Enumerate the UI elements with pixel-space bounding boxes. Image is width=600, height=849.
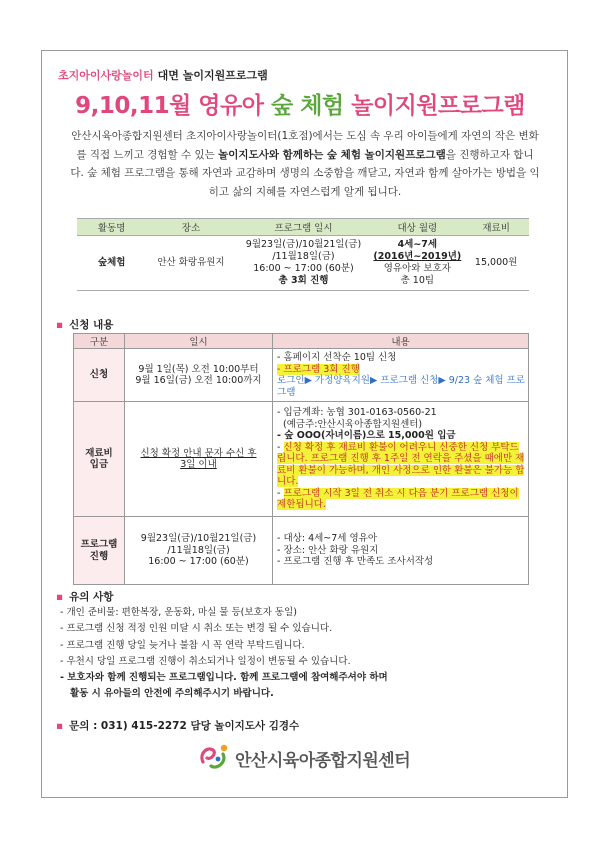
content-line: - 프로그램 진행 후 만족도 조사서작성 <box>277 556 434 568</box>
summary-header-cell: 대상 월령 <box>371 219 463 236</box>
brand-name: 초지아이사랑놀이터 <box>58 69 154 82</box>
schedule-line: /11월18일(금) <box>272 251 335 262</box>
cancel-warning: 프로그램 시작 3일 전 취소 시 다음 분기 프로그램 신청이 제한됩니다. <box>277 487 519 511</box>
date-line: /11월18일(금) <box>167 544 230 556</box>
apply-header-cell: 일시 <box>124 334 272 349</box>
content-highlight: - 프로그램 3회 진행 <box>277 363 360 375</box>
date-line: 16:00 ~ 17:00 (60분) <box>148 556 249 568</box>
target-years: (2016년~2019년) <box>373 251 462 262</box>
note-item: - 우천시 당일 프로그램 진행이 취소되거나 일정이 변동될 수 있습니다. <box>60 655 351 667</box>
intro-text-bold: 놀이지도사와 함께하는 숲 체험 놀이지원프로그램 <box>218 148 446 161</box>
signup-path-link-cont[interactable]: 그램 <box>277 386 296 398</box>
target-age: 4세~7세 <box>397 239 438 250</box>
date-line: 신청 확정 안내 문자 수신 후 <box>140 447 257 459</box>
category-line: 프로그램 <box>80 539 118 550</box>
apply-section-title <box>56 317 113 332</box>
org-logo-icon <box>197 740 231 772</box>
title-highlight: 숲 체험 <box>270 93 344 119</box>
activity-place: 안산 화랑유원지 <box>146 236 235 291</box>
program-kicker <box>58 67 268 83</box>
summary-header-cell: 프로그램 일시 <box>236 219 372 236</box>
summary-row <box>77 236 529 291</box>
section-title-text: 신청 내용 <box>69 319 114 331</box>
content-line: - 홈페이지 선착순 10팀 신청 <box>277 352 397 363</box>
row-category: 신청 <box>74 349 125 402</box>
square-bullet-icon: ▪ <box>56 591 64 603</box>
contact-info <box>56 718 299 733</box>
note-item: - 프로그램 진행 당일 늦거나 불참 시 꼭 연락 부탁드립니다. <box>60 639 305 651</box>
activity-fee: 15,000원 <box>463 236 529 291</box>
category-line: 입금 <box>89 459 109 470</box>
row-category <box>74 517 125 585</box>
category-line: 진행 <box>89 550 109 562</box>
refund-warning: 신청 확정 후 재료비 환불이 어려우니 신중한 신청 부탁드립니다. 프로그램 진행 후 1주일 전 연락을 주셨을 때에만 재료비 환불이 가능하며, 개인 사정으로 인한 환불은 불가능 합니다. <box>277 441 525 488</box>
program-type: 대면 놀이지원프로그램 <box>157 69 268 82</box>
signup-path-link[interactable]: 로그인▶ 가정양육지원▶ 프로그램 신청▶ 9/23 숲 체험 프로 <box>277 375 525 386</box>
apply-row-signup <box>74 349 529 402</box>
summary-header-cell: 활동명 <box>77 219 146 236</box>
summary-table <box>77 218 529 291</box>
note-item: - 보호자와 함께 진행되는 프로그램입니다. 함께 프로그램에 참여해주셔야 하며 <box>60 672 388 684</box>
title-pre: 9,10,11월 영유아 <box>75 93 271 119</box>
row-date <box>124 402 272 517</box>
date-line: 9월 1일(목) 오전 10:00부터 <box>138 363 259 375</box>
apply-table <box>73 333 529 585</box>
notes-list <box>60 605 388 703</box>
content-line: - 입금계좌: 농협 301-0163-0560-21 <box>277 407 437 419</box>
section-title-text: 유의 사항 <box>69 591 114 603</box>
activity-target <box>371 236 463 291</box>
note-item: 활동 시 유아들의 안전에 주의해주시기 바랍니다. <box>70 688 274 700</box>
title-post: 놀이지원프로그램 <box>343 93 525 119</box>
apply-header-cell: 내용 <box>273 334 529 349</box>
page-title <box>0 87 600 120</box>
note-item: - 개인 준비물: 편한복장, 운동화, 마실 물 등(보호자 동일) <box>60 607 297 618</box>
summary-header-row <box>77 219 529 236</box>
apply-header-row <box>74 334 529 349</box>
summary-header-cell: 장소 <box>146 219 235 236</box>
target-who: 영유아와 보호자 <box>383 263 451 274</box>
summary-header-cell: 재료비 <box>463 219 529 236</box>
schedule-line: 16:00 ~ 17:00 (60분) <box>253 263 354 274</box>
row-content: - 입금계좌: 농협 301-0163-0560-21 (예금주:안산시육아종합지원센터) - 숲 OOO(자녀이름)으로 15,000원 입금 - 신청 확정 후 재료비 환불이 어려우니 신중한 신청 부탁드립니다. 프로그램 진행 후 1주일 전 연락을 주셨을 때에만 재료비 환불이 가능하며, 개인 사정으로 인한 환불은 불가능 합니다. - 프로그램 시작 3일 전 취소 시 다음 분기 프로그램 신청이 제한됩니다. <box>273 402 529 517</box>
target-count: 총 10팀 <box>400 275 435 286</box>
contact-text: 문의 : 031) 415-2272 담당 놀이지도사 김경수 <box>69 720 300 732</box>
square-bullet-icon: ▪ <box>56 720 64 732</box>
notes-section-title <box>56 589 113 604</box>
row-date <box>124 349 272 402</box>
intro-text-2: 을 진행하고자 합니다. 숲 체험 프로그램을 통해 자연과 교감하며 생명의 소중함을 깨닫고, 자연과 함께 살아가는 방법을 익히고 삶의 지혜를 자연스럽게 알게 됩니다. <box>70 148 540 198</box>
schedule-total: 총 3회 진행 <box>278 275 329 286</box>
activity-schedule <box>236 236 372 291</box>
intro-text-1: 안산시육아종합지원센터 초지아이사랑놀이터(1호점)에서는 도심 속 우리 아이들에게 자연의 작은 변화를 직접 느끼고 경험할 수 있는 <box>71 130 539 161</box>
content-line: - 숲 OOO(자녀이름)으로 15,000원 입금 <box>277 430 456 442</box>
schedule-line: 9월23일(금)/10월21일(금) <box>245 239 362 250</box>
category-line: 재료비 <box>85 447 113 459</box>
org-name: 안산시육아종합지원센터 <box>235 751 411 771</box>
apply-row-payment <box>74 402 529 517</box>
content-line: - 대상: 4세~7세 영유아 <box>277 533 378 545</box>
row-content <box>273 517 529 585</box>
note-item: - 프로그램 신청 적정 인원 미달 시 취소 또는 변경 될 수 있습니다. <box>60 623 333 635</box>
apply-header-cell: 구분 <box>74 334 125 349</box>
row-date <box>124 517 272 585</box>
apply-row-program <box>74 517 529 585</box>
content-line: (예금주:안산시육아종합지원센터) <box>283 418 423 430</box>
content-line: - 장소: 안산 화랑 유원지 <box>277 544 379 556</box>
intro-paragraph <box>70 127 540 201</box>
date-line: 9월23일(금)/10월21일(금) <box>140 533 257 545</box>
activity-name: 숲체험 <box>77 236 146 291</box>
date-line: 3일 이내 <box>180 459 217 470</box>
row-content <box>273 349 529 402</box>
square-bullet-icon: ▪ <box>56 319 64 331</box>
date-line: 9월 16일(금) 오전 10:00까지 <box>135 375 262 386</box>
row-category <box>74 402 125 517</box>
org-logo <box>197 740 417 772</box>
